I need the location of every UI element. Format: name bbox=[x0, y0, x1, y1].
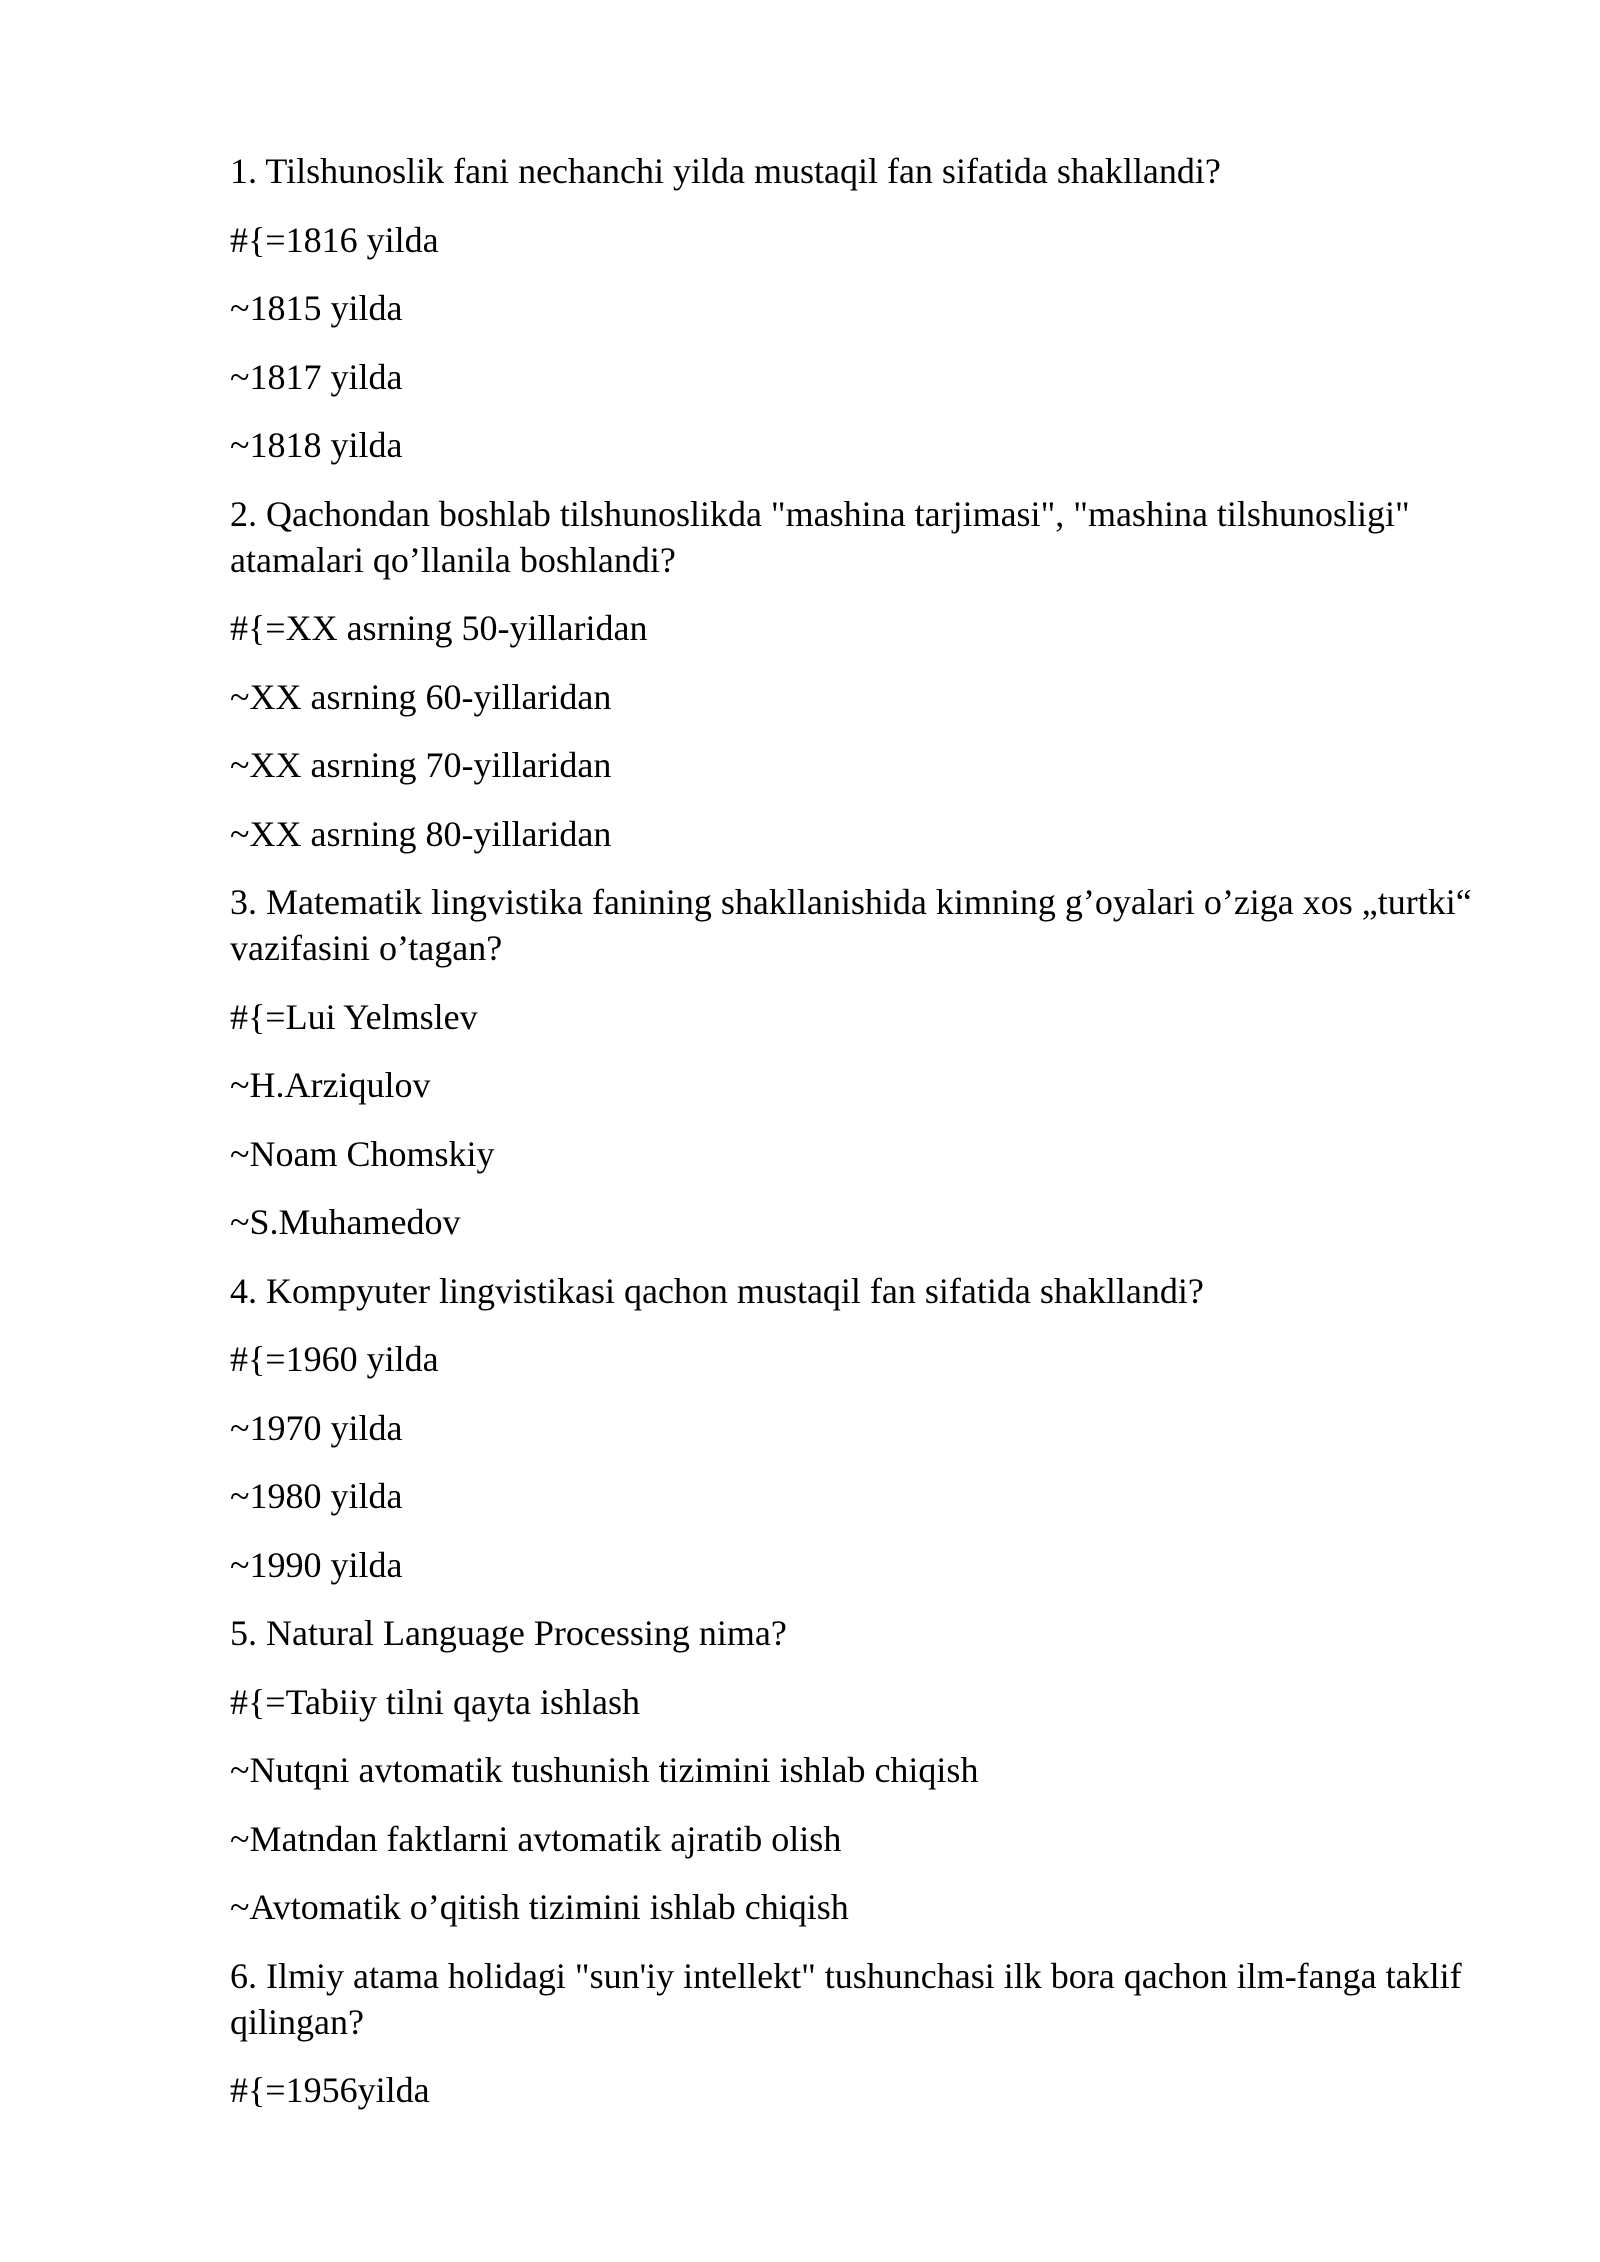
answer-option: ~1990 yilda bbox=[230, 1544, 403, 1585]
answer-option: ~Avtomatik o’qitish tizimini ishlab chiqish bbox=[230, 1887, 849, 1927]
question-text: 3. Matematik lingvistika fanining shakllanishida kimning g’oyalari o’ziga xos „turtki“ vazifasini o’tagan? bbox=[230, 882, 1481, 968]
question-text: 2. Qachondan boshlab tilshunoslikda "mashina tarjimasi", "mashina tilshunosligi" atamalari qo’llanila boshlandi? bbox=[230, 493, 1419, 580]
answer-option: ~1980 yilda bbox=[230, 1476, 403, 1516]
correct-answer: #{=XX asrning 50-yillaridan bbox=[230, 608, 648, 648]
answer-option: ~H.Arziqulov bbox=[230, 1065, 431, 1105]
question-text: 5. Natural Language Processing nima? bbox=[230, 1613, 787, 1653]
question-text: 6. Ilmiy atama holidagi "sun'iy intellekt" tushunchasi ilk bora qachon ilm-fanga taklif qilingan? bbox=[230, 1955, 1471, 2042]
correct-answer: #{=Tabiiy tilni qayta ishlash bbox=[230, 1681, 641, 1722]
answer-option: ~Noam Chomskiy bbox=[230, 1133, 495, 1174]
correct-answer: #{=1956yilda bbox=[230, 2070, 430, 2110]
answer-option: ~XX asrning 80-yillaridan bbox=[230, 813, 612, 854]
answer-option: ~1817 yilda bbox=[230, 356, 403, 397]
document-body bbox=[230, 148, 1480, 2136]
answer-option: ~XX asrning 70-yillaridan bbox=[230, 745, 612, 785]
correct-answer: #{=1960 yilda bbox=[230, 1339, 439, 1379]
answer-option: ~1818 yilda bbox=[230, 425, 403, 465]
question-text: 1. Tilshunoslik fani nechanchi yilda mustaqil fan sifatida shakllandi? bbox=[230, 151, 1221, 191]
answer-option: ~S.Muhamedov bbox=[230, 1202, 461, 1242]
correct-answer: #{=Lui Yelmslev bbox=[230, 996, 478, 1037]
answer-option: ~1970 yilda bbox=[230, 1407, 403, 1448]
correct-answer: #{=1816 yilda bbox=[230, 219, 439, 260]
answer-option: ~Matndan faktlarni avtomatik ajratib olish bbox=[230, 1818, 842, 1859]
answer-option: ~1815 yilda bbox=[230, 288, 403, 328]
answer-option: ~Nutqni avtomatik tushunish tizimini ishlab chiqish bbox=[230, 1750, 979, 1790]
answer-option: ~XX asrning 60-yillaridan bbox=[230, 676, 612, 717]
question-text: 4. Kompyuter lingvistikasi qachon mustaqil fan sifatida shakllandi? bbox=[230, 1270, 1204, 1311]
